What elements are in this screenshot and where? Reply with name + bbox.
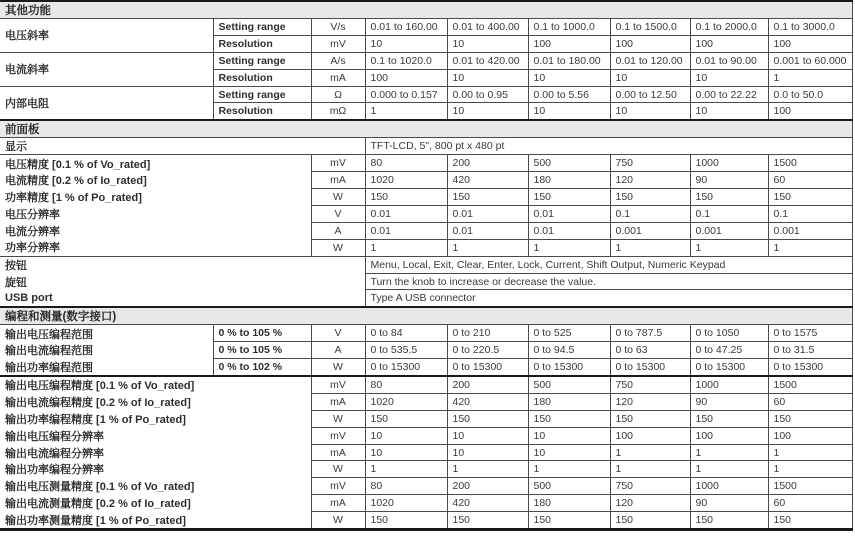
spec-subrow-cell: Setting range bbox=[213, 86, 311, 103]
value-cell: 1 bbox=[365, 239, 447, 256]
value-cell: 1 bbox=[768, 461, 852, 478]
value-cell: 0.00 to 0.95 bbox=[447, 86, 528, 103]
table-row bbox=[0, 206, 852, 223]
table-row bbox=[0, 444, 852, 461]
spec-label-cell: 电压精度 [0.1 % of Vo_rated] bbox=[0, 155, 311, 172]
table-row bbox=[0, 342, 852, 359]
value-cell: 150 bbox=[690, 189, 768, 206]
value-cell: 420 bbox=[447, 172, 528, 189]
merged-value-cell: Turn the knob to increase or decrease the value. bbox=[365, 273, 852, 290]
value-cell: 1000 bbox=[690, 376, 768, 393]
value-cell: 500 bbox=[528, 155, 610, 172]
unit-cell: W bbox=[311, 512, 365, 530]
unit-cell: A/s bbox=[311, 52, 365, 69]
value-cell: 0 to 63 bbox=[610, 342, 690, 359]
value-cell: 0.01 to 400.00 bbox=[447, 19, 528, 36]
unit-cell: mA bbox=[311, 444, 365, 461]
value-cell: 1020 bbox=[365, 172, 447, 189]
unit-cell: W bbox=[311, 410, 365, 427]
unit-cell: mV bbox=[311, 478, 365, 495]
table-row bbox=[0, 461, 852, 478]
spec-label-cell: 输出电压编程分辨率 bbox=[0, 427, 311, 444]
section-header-row bbox=[0, 120, 852, 138]
value-cell: 0.1 bbox=[690, 206, 768, 223]
value-cell: 0.001 bbox=[690, 222, 768, 239]
value-cell: 10 bbox=[447, 69, 528, 86]
value-cell: 180 bbox=[528, 393, 610, 410]
value-cell: 200 bbox=[447, 376, 528, 393]
value-cell: 1 bbox=[690, 239, 768, 256]
value-cell: 0 to 15300 bbox=[447, 359, 528, 376]
value-cell: 1 bbox=[610, 239, 690, 256]
spec-label-cell: 输出电流编程精度 [0.2 % of Io_rated] bbox=[0, 393, 311, 410]
spec-label-cell: 输出电流测量精度 [0.2 % of Io_rated] bbox=[0, 495, 311, 512]
value-cell: 0.01 bbox=[447, 206, 528, 223]
value-cell: 150 bbox=[528, 512, 610, 530]
value-cell: 0.0 to 50.0 bbox=[768, 86, 852, 103]
unit-cell: Ω bbox=[311, 86, 365, 103]
value-cell: 0.01 to 120.00 bbox=[610, 52, 690, 69]
value-cell: 1500 bbox=[768, 376, 852, 393]
spec-label-cell: 输出电压编程范围 bbox=[0, 325, 213, 342]
table-row bbox=[0, 189, 852, 206]
value-cell: 150 bbox=[768, 512, 852, 530]
value-cell: 10 bbox=[690, 103, 768, 120]
value-cell: 420 bbox=[447, 495, 528, 512]
table-row bbox=[0, 325, 852, 342]
value-cell: 1 bbox=[690, 444, 768, 461]
value-cell: 150 bbox=[447, 410, 528, 427]
spec-range-cell: 0 % to 102 % bbox=[213, 359, 311, 376]
value-cell: 750 bbox=[610, 478, 690, 495]
value-cell: 150 bbox=[365, 512, 447, 530]
value-cell: 10 bbox=[690, 69, 768, 86]
spec-subrow-cell: Setting range bbox=[213, 52, 311, 69]
spec-label-cell: 输出功率编程分辨率 bbox=[0, 461, 311, 478]
value-cell: 100 bbox=[528, 35, 610, 52]
value-cell: 180 bbox=[528, 172, 610, 189]
section-header-label: 编程和测量(数字接口) bbox=[0, 307, 852, 325]
unit-cell: V bbox=[311, 325, 365, 342]
value-cell: 0.00 to 5.56 bbox=[528, 86, 610, 103]
value-cell: 0.001 to 60.000 bbox=[768, 52, 852, 69]
value-cell: 0.1 to 1500.0 bbox=[610, 19, 690, 36]
value-cell: 1020 bbox=[365, 393, 447, 410]
value-cell: 1 bbox=[365, 103, 447, 120]
spec-label-cell: 输出功率编程精度 [1 % of Po_rated] bbox=[0, 410, 311, 427]
value-cell: 10 bbox=[365, 444, 447, 461]
value-cell: 0 to 15300 bbox=[768, 359, 852, 376]
value-cell: 150 bbox=[690, 410, 768, 427]
unit-cell: mA bbox=[311, 393, 365, 410]
unit-cell: A bbox=[311, 342, 365, 359]
table-row bbox=[0, 172, 852, 189]
value-cell: 0.01 bbox=[528, 206, 610, 223]
value-cell: 150 bbox=[447, 512, 528, 530]
value-cell: 10 bbox=[528, 444, 610, 461]
spec-label-cell: 输出电压编程精度 [0.1 % of Vo_rated] bbox=[0, 376, 311, 393]
value-cell: 150 bbox=[365, 410, 447, 427]
spec-label-cell: 显示 bbox=[0, 138, 365, 155]
value-cell: 80 bbox=[365, 376, 447, 393]
value-cell: 60 bbox=[768, 393, 852, 410]
table-row bbox=[0, 19, 852, 36]
value-cell: 500 bbox=[528, 478, 610, 495]
value-cell: 10 bbox=[447, 35, 528, 52]
spec-subrow-cell: Resolution bbox=[213, 35, 311, 52]
value-cell: 0.1 bbox=[768, 206, 852, 223]
spec-label-cell: 功率精度 [1 % of Po_rated] bbox=[0, 189, 311, 206]
spec-label-cell: 电压分辨率 bbox=[0, 206, 311, 223]
unit-cell: mA bbox=[311, 69, 365, 86]
value-cell: 420 bbox=[447, 393, 528, 410]
value-cell: 0.1 to 1000.0 bbox=[528, 19, 610, 36]
table-row bbox=[0, 410, 852, 427]
value-cell: 0.000 to 0.157 bbox=[365, 86, 447, 103]
value-cell: 60 bbox=[768, 172, 852, 189]
value-cell: 0.1 to 3000.0 bbox=[768, 19, 852, 36]
unit-cell: W bbox=[311, 239, 365, 256]
value-cell: 10 bbox=[528, 103, 610, 120]
spec-range-cell: 0 % to 105 % bbox=[213, 325, 311, 342]
table-row bbox=[0, 256, 852, 273]
value-cell: 0.1 to 1020.0 bbox=[365, 52, 447, 69]
value-cell: 0.00 to 22.22 bbox=[690, 86, 768, 103]
table-row bbox=[0, 155, 852, 172]
spec-label-cell: 旋钮 bbox=[0, 273, 365, 290]
value-cell: 0.01 to 90.00 bbox=[690, 52, 768, 69]
value-cell: 180 bbox=[528, 495, 610, 512]
value-cell: 150 bbox=[768, 189, 852, 206]
spec-label-cell: USB port bbox=[0, 290, 365, 307]
value-cell: 0 to 1575 bbox=[768, 325, 852, 342]
value-cell: 1 bbox=[690, 461, 768, 478]
value-cell: 1 bbox=[768, 239, 852, 256]
spec-label-cell: 电流斜率 bbox=[0, 52, 213, 86]
value-cell: 0.1 to 2000.0 bbox=[690, 19, 768, 36]
unit-cell: W bbox=[311, 189, 365, 206]
section-header-row bbox=[0, 307, 852, 325]
value-cell: 1000 bbox=[690, 478, 768, 495]
spec-label-cell: 功率分辨率 bbox=[0, 239, 311, 256]
value-cell: 1 bbox=[447, 239, 528, 256]
merged-value-cell: Type A USB connector bbox=[365, 290, 852, 307]
value-cell: 150 bbox=[447, 189, 528, 206]
unit-cell: mA bbox=[311, 495, 365, 512]
value-cell: 120 bbox=[610, 393, 690, 410]
unit-cell: mA bbox=[311, 172, 365, 189]
table-row bbox=[0, 273, 852, 290]
table-row bbox=[0, 52, 852, 69]
value-cell: 750 bbox=[610, 376, 690, 393]
value-cell: 0.01 bbox=[528, 222, 610, 239]
spec-range-cell: 0 % to 105 % bbox=[213, 342, 311, 359]
value-cell: 0.1 bbox=[610, 206, 690, 223]
value-cell: 150 bbox=[690, 512, 768, 530]
value-cell: 90 bbox=[690, 172, 768, 189]
value-cell: 750 bbox=[610, 155, 690, 172]
value-cell: 0 to 1050 bbox=[690, 325, 768, 342]
value-cell: 100 bbox=[610, 35, 690, 52]
value-cell: 0 to 84 bbox=[365, 325, 447, 342]
value-cell: 150 bbox=[610, 189, 690, 206]
value-cell: 0 to 47.25 bbox=[690, 342, 768, 359]
value-cell: 0.01 to 180.00 bbox=[528, 52, 610, 69]
merged-value-cell: TFT-LCD, 5", 800 pt x 480 pt bbox=[365, 138, 852, 155]
value-cell: 1 bbox=[768, 69, 852, 86]
unit-cell: mV bbox=[311, 35, 365, 52]
table-row bbox=[0, 222, 852, 239]
table-row bbox=[0, 376, 852, 393]
merged-value-cell: Menu, Local, Exit, Clear, Enter, Lock, Current, Shift Output, Numeric Keypad bbox=[365, 256, 852, 273]
value-cell: 100 bbox=[365, 69, 447, 86]
unit-cell: W bbox=[311, 359, 365, 376]
value-cell: 1 bbox=[528, 461, 610, 478]
table-row bbox=[0, 86, 852, 103]
value-cell: 1 bbox=[365, 461, 447, 478]
specs-table-body bbox=[0, 1, 852, 530]
spec-label-cell: 电流精度 [0.2 % of Io_rated] bbox=[0, 172, 311, 189]
table-row bbox=[0, 290, 852, 307]
spec-subrow-cell: Resolution bbox=[213, 69, 311, 86]
table-row bbox=[0, 512, 852, 530]
value-cell: 150 bbox=[365, 189, 447, 206]
value-cell: 150 bbox=[610, 410, 690, 427]
unit-cell: W bbox=[311, 461, 365, 478]
value-cell: 10 bbox=[610, 103, 690, 120]
spec-label-cell: 电压斜率 bbox=[0, 19, 213, 53]
section-header-label: 其他功能 bbox=[0, 1, 852, 19]
value-cell: 0 to 15300 bbox=[365, 359, 447, 376]
value-cell: 10 bbox=[365, 35, 447, 52]
value-cell: 150 bbox=[610, 512, 690, 530]
value-cell: 0 to 525 bbox=[528, 325, 610, 342]
table-row bbox=[0, 239, 852, 256]
value-cell: 1 bbox=[768, 444, 852, 461]
spec-label-cell: 输出功率测量精度 [1 % of Po_rated] bbox=[0, 512, 311, 530]
value-cell: 0 to 535.5 bbox=[365, 342, 447, 359]
value-cell: 150 bbox=[528, 410, 610, 427]
value-cell: 10 bbox=[528, 69, 610, 86]
value-cell: 10 bbox=[365, 427, 447, 444]
section-header-label: 前面板 bbox=[0, 120, 852, 138]
spec-label-cell: 按钮 bbox=[0, 256, 365, 273]
value-cell: 0.01 to 160.00 bbox=[365, 19, 447, 36]
value-cell: 1020 bbox=[365, 495, 447, 512]
spec-label-cell: 内部电阻 bbox=[0, 86, 213, 120]
value-cell: 0.01 bbox=[365, 222, 447, 239]
unit-cell: mV bbox=[311, 427, 365, 444]
spec-subrow-cell: Setting range bbox=[213, 19, 311, 36]
table-row bbox=[0, 495, 852, 512]
unit-cell: mV bbox=[311, 155, 365, 172]
value-cell: 90 bbox=[690, 495, 768, 512]
value-cell: 100 bbox=[690, 35, 768, 52]
value-cell: 0 to 787.5 bbox=[610, 325, 690, 342]
value-cell: 0 to 31.5 bbox=[768, 342, 852, 359]
value-cell: 0.00 to 12.50 bbox=[610, 86, 690, 103]
value-cell: 1 bbox=[610, 461, 690, 478]
value-cell: 150 bbox=[768, 410, 852, 427]
value-cell: 0.01 bbox=[447, 222, 528, 239]
table-row bbox=[0, 427, 852, 444]
value-cell: 200 bbox=[447, 478, 528, 495]
value-cell: 0.01 to 420.00 bbox=[447, 52, 528, 69]
value-cell: 0 to 15300 bbox=[610, 359, 690, 376]
unit-cell: A bbox=[311, 222, 365, 239]
value-cell: 0 to 15300 bbox=[690, 359, 768, 376]
value-cell: 120 bbox=[610, 495, 690, 512]
value-cell: 200 bbox=[447, 155, 528, 172]
unit-cell: V/s bbox=[311, 19, 365, 36]
value-cell: 0 to 94.5 bbox=[528, 342, 610, 359]
section-header-row bbox=[0, 1, 852, 19]
value-cell: 1 bbox=[447, 461, 528, 478]
spec-label-cell: 输出电流编程范围 bbox=[0, 342, 213, 359]
unit-cell: mV bbox=[311, 376, 365, 393]
unit-cell: mΩ bbox=[311, 103, 365, 120]
spec-label-cell: 输出功率编程范围 bbox=[0, 359, 213, 376]
table-row bbox=[0, 138, 852, 155]
value-cell: 100 bbox=[690, 427, 768, 444]
value-cell: 10 bbox=[528, 427, 610, 444]
value-cell: 120 bbox=[610, 172, 690, 189]
value-cell: 1500 bbox=[768, 478, 852, 495]
table-row bbox=[0, 393, 852, 410]
value-cell: 500 bbox=[528, 376, 610, 393]
value-cell: 1500 bbox=[768, 155, 852, 172]
spec-label-cell: 输出电流编程分辨率 bbox=[0, 444, 311, 461]
value-cell: 100 bbox=[768, 35, 852, 52]
value-cell: 1 bbox=[610, 444, 690, 461]
value-cell: 90 bbox=[690, 393, 768, 410]
spec-label-cell: 电流分辨率 bbox=[0, 222, 311, 239]
spec-subrow-cell: Resolution bbox=[213, 103, 311, 120]
value-cell: 100 bbox=[768, 427, 852, 444]
value-cell: 0 to 15300 bbox=[528, 359, 610, 376]
value-cell: 10 bbox=[610, 69, 690, 86]
value-cell: 80 bbox=[365, 478, 447, 495]
value-cell: 0 to 210 bbox=[447, 325, 528, 342]
table-row bbox=[0, 478, 852, 495]
value-cell: 10 bbox=[447, 427, 528, 444]
table-row bbox=[0, 359, 852, 376]
unit-cell: V bbox=[311, 206, 365, 223]
value-cell: 1000 bbox=[690, 155, 768, 172]
value-cell: 150 bbox=[528, 189, 610, 206]
value-cell: 0.001 bbox=[610, 222, 690, 239]
value-cell: 100 bbox=[768, 103, 852, 120]
spec-label-cell: 输出电压测量精度 [0.1 % of Vo_rated] bbox=[0, 478, 311, 495]
value-cell: 80 bbox=[365, 155, 447, 172]
value-cell: 0.001 bbox=[768, 222, 852, 239]
value-cell: 0.01 bbox=[365, 206, 447, 223]
value-cell: 1 bbox=[528, 239, 610, 256]
value-cell: 0 to 220.5 bbox=[447, 342, 528, 359]
value-cell: 100 bbox=[610, 427, 690, 444]
value-cell: 10 bbox=[447, 444, 528, 461]
value-cell: 60 bbox=[768, 495, 852, 512]
value-cell: 10 bbox=[447, 103, 528, 120]
